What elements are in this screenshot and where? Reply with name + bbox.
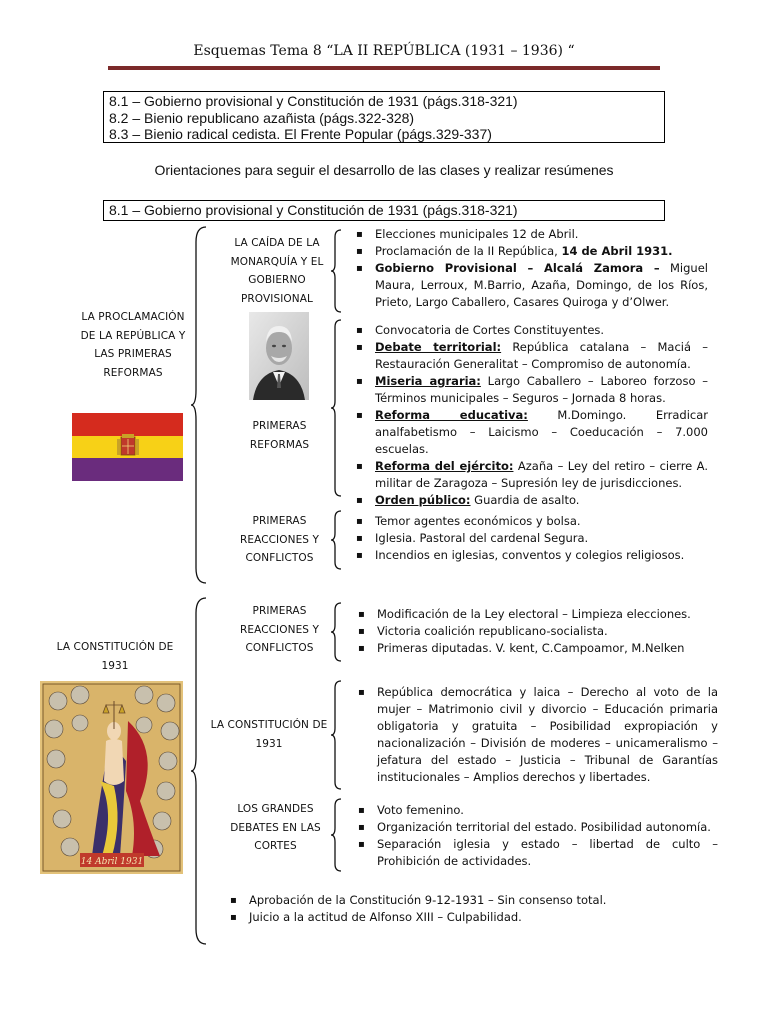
list-item: ▪ Victoria coalición republicano-socialista. (356, 623, 718, 640)
list-item: ▪ Miseria agraria: Largo Caballero – Laboreo forzoso – Términos municipales – Seguros – Jornada 8 horas. (354, 373, 708, 407)
brace-sub (330, 229, 344, 313)
brace-block2 (190, 597, 210, 945)
republic-flag-image (72, 413, 183, 481)
bullet-list (356, 684, 718, 786)
sub-label-reacciones: PRIMERAS REACCIONES Y CONFLICTOS (239, 515, 320, 564)
list-item: ▪ Incendios en iglesias, conventos y colegios religiosos. (354, 547, 708, 564)
brace-block1 (190, 226, 210, 584)
list-item: ▪ Proclamación de la II República, 14 de Abril 1931. (354, 243, 708, 260)
republic-poster-image (40, 681, 183, 874)
list-item: ▪ Iglesia. Pastoral del cardenal Segura. (354, 530, 708, 547)
sub-label-reformas: PRIMERAS REFORMAS (249, 420, 310, 451)
list-item: ▪ República democrática y laica – Derecho al voto de la mujer – Matrimonio civil y divorcio – Educación primaria obligatoria y gratuita – Posibilidad expropiación y nacionalización – División de moderes – unicameralismo – jefatura del estado – Justicia – Tribunal de Garantías institucionales – Amplios derechos y libertades. (356, 684, 718, 786)
bullet-list (354, 322, 708, 509)
bullet-list (354, 226, 708, 311)
table-of-contents (103, 91, 665, 143)
brace-sub (330, 680, 344, 790)
list-item: ▪ Organización territorial del estado. Posibilidad autonomía. (356, 819, 718, 836)
list-item: ▪ Modificación de la Ley electoral – Limpieza elecciones. (356, 606, 718, 623)
block1-label: LA PROCLAMACIÓN DE LA REPÚBLICA Y LAS PRIMERAS REFORMAS (80, 311, 186, 379)
portrait-photo-image (249, 312, 309, 400)
list-item: ▪ Separación iglesia y estado – libertad de culto – Prohibición de actividades. (356, 836, 718, 870)
poster-caption: 14 Abril 1931 (80, 857, 144, 867)
list-item: ▪ Reforma educativa: M.Domingo. Erradicar analfabetismo – Laicismo – Coeducación – 7.000 escuelas. (354, 407, 708, 458)
list-item: ▪ Voto femenino. (356, 802, 718, 819)
toc-item: 8.1 – Gobierno provisional y Constitución de 1931 (págs.318-321) (109, 93, 518, 109)
list-item: ▪ Temor agentes económicos y bolsa. (354, 513, 708, 530)
list-item: ▪ Juicio a la actitud de Alfonso XIII – Culpabilidad. (228, 909, 698, 926)
bullet-list (356, 802, 718, 870)
sub-label-reacciones-2: PRIMERAS REACCIONES Y CONFLICTOS (239, 605, 320, 654)
sub-label-caida: LA CAÍDA DE LA MONARQUÍA Y EL GOBIERNO PROVISIONAL (230, 237, 324, 305)
list-item: ▪ Aprobación de la Constitución 9-12-1931 – Sin consenso total. (228, 892, 698, 909)
subtitle: Orientaciones para seguir el desarrollo de las clases y realizar resúmenes (154, 162, 614, 178)
bullet-list (354, 513, 708, 564)
brace-sub (330, 319, 344, 497)
section-heading: 8.1 – Gobierno provisional y Constitución de 1931 (págs.318-321) (103, 200, 665, 221)
list-item: ▪ Convocatoria de Cortes Constituyentes. (354, 322, 708, 339)
sub-label-constitucion: LA CONSTITUCIÓN DE 1931 (210, 719, 328, 750)
list-item: ▪ Primeras diputadas. V. kent, C.Campoamor, M.Nelken (356, 640, 718, 657)
title-underline (108, 66, 660, 70)
bullet-list (356, 606, 718, 657)
block2-label: LA CONSTITUCIÓN DE 1931 (56, 641, 174, 672)
list-item: ▪ Orden público: Guardia de asalto. (354, 492, 708, 509)
list-item: ▪ Gobierno Provisional – Alcalá Zamora – Miguel Maura, Lerroux, M.Barrio, Azaña, Domingo, de los Ríos, Prieto, Largo Caballero, Casares Quiroga y d’Olwer. (354, 260, 708, 311)
toc-item: 8.2 – Bienio republicano azañista (págs.322-328) (109, 109, 415, 126)
list-item: ▪ Reforma del ejército: Azaña – Ley del retiro – cierre A. militar de Zaragoza – Supresión ley de jurisdicciones. (354, 458, 708, 492)
page-title: Esquemas Tema 8 “LA II REPÚBLICA (1931 – 1936) “ (193, 43, 575, 59)
list-item: ▪ Elecciones municipales 12 de Abril. (354, 226, 708, 243)
sub-label-debates: LOS GRANDES DEBATES EN LAS CORTES (230, 803, 321, 852)
bullet-list-final (228, 892, 698, 926)
list-item: ▪ Debate territorial: República catalana – Maciá – Restauración Generalitat – Compromiso de autonomía. (354, 339, 708, 373)
toc-item: 8.3 – Bienio radical cedista. El Frente Popular (págs.329-337) (109, 126, 492, 142)
